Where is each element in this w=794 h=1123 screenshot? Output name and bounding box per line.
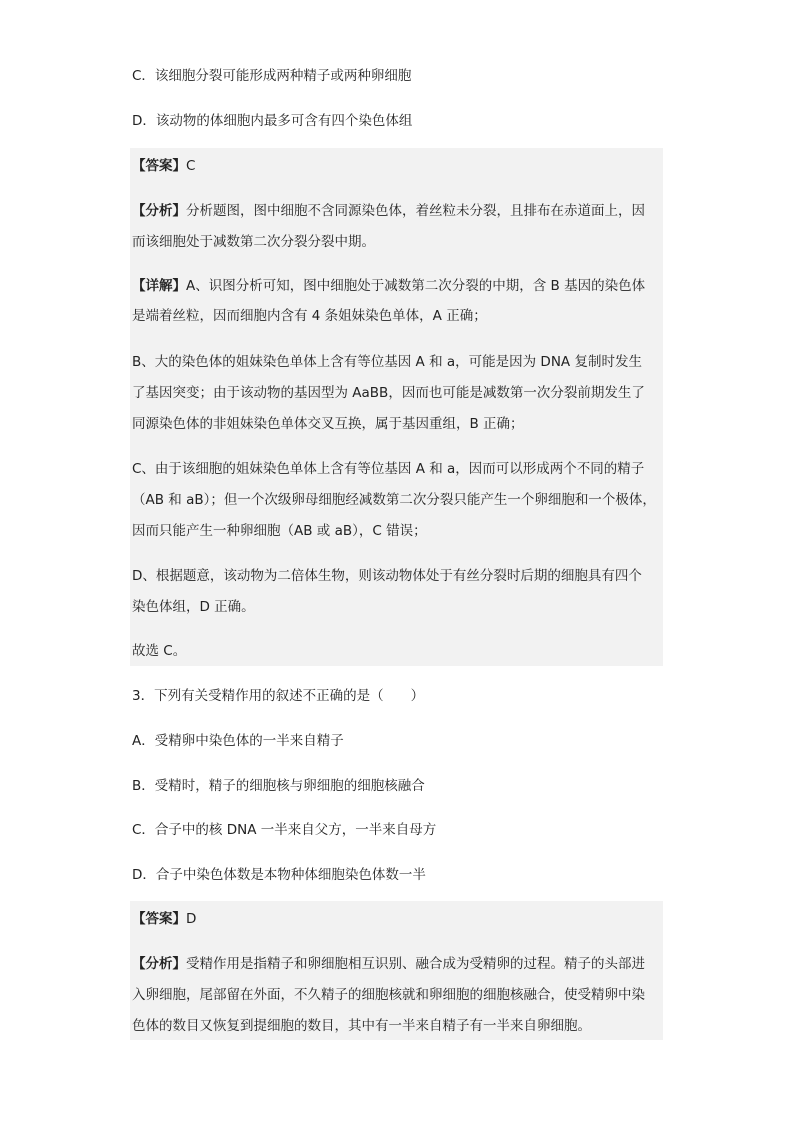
q2-option-d: D．该动物的体细胞内最多可含有四个染色体组 <box>132 113 413 129</box>
q3-option-a: A．受精卵中染色体的一半来自精子 <box>132 733 344 749</box>
answer-value: D <box>186 911 197 927</box>
q2-analysis-line-2: 而该细胞处于减数第二次分裂分裂中期。 <box>132 234 375 250</box>
q2-detail-d-line-2: 染色体组，D 正确。 <box>132 599 255 615</box>
q2-detail-a-line-1: 【详解】A、识图分析可知，图中细胞处于减数第二次分裂的中期，含 B 基因的染色体 <box>132 278 646 294</box>
q3-answer <box>132 910 196 928</box>
q3-stem: 3．下列有关受精作用的叙述不正确的是（ ） <box>132 688 425 704</box>
q3-option-b: B．受精时，精子的细胞核与卵细胞的细胞核融合 <box>132 778 425 794</box>
answer-tag: 【答案】 <box>132 158 186 174</box>
answer-tag: 【答案】 <box>132 911 186 927</box>
analysis-tag: 【分析】 <box>132 956 186 972</box>
q2-detail-b-line-3: 同源染色体的非姐妹染色单体交叉互换，属于基因重组，B 正确； <box>132 416 524 432</box>
q2-solution-block <box>130 148 663 666</box>
q2-detail-b-line-2: 了基因突变；由于该动物的基因型为 AaBB，因而也可能是减数第一次分裂前期发生了 <box>132 385 645 401</box>
q3-analysis-line-2: 入卵细胞，尾部留在外面，不久精子的细胞核就和卵细胞的细胞核融合，使受精卵中染 <box>132 987 645 1003</box>
q2-answer <box>132 157 195 175</box>
q2-detail-d-line-1: D、根据题意，该动物为二倍体生物，则该动物体处于有丝分裂时后期的细胞具有四个 <box>132 568 642 584</box>
q3-analysis-line-3: 色体的数目又恢复到提细胞的数目，其中有一半来自精子有一半来自卵细胞。 <box>132 1018 591 1034</box>
q2-conclusion: 故选 C。 <box>132 643 187 659</box>
q3-analysis-line-1: 【分析】受精作用是指精子和卵细胞相互识别、融合成为受精卵的过程。精子的头部进 <box>132 956 645 972</box>
q3-option-d: D．合子中染色体数是本物种体细胞染色体数一半 <box>132 867 426 883</box>
q2-detail-c-line-2: （AB 和 aB）；但一个次级卵母细胞经减数第二次分裂只能产生一个卵细胞和一个极体， <box>132 492 656 508</box>
q2-option-c: C．该细胞分裂可能形成两种精子或两种卵细胞 <box>132 68 412 84</box>
q2-analysis-line-1: 【分析】分析题图，图中细胞不含同源染色体，着丝粒未分裂，且排布在赤道面上，因 <box>132 203 645 219</box>
detail-tag: 【详解】 <box>132 278 186 294</box>
q2-detail-a-line-2: 是端着丝粒，因而细胞内含有 4 条姐妹染色单体，A 正确； <box>132 308 487 324</box>
q2-detail-c-line-1: C、由于该细胞的姐妹染色单体上含有等位基因 A 和 a，因而可以形成两个不同的精子 <box>132 461 645 477</box>
answer-value: C <box>186 158 196 174</box>
q2-detail-b-line-1: B、大的染色体的姐妹染色单体上含有等位基因 A 和 a，可能是因为 DNA 复制时发生 <box>132 354 642 370</box>
q2-detail-c-line-3: 因而只能产生一种卵细胞（AB 或 aB），C 错误； <box>132 523 427 539</box>
analysis-tag: 【分析】 <box>132 203 186 219</box>
q3-option-c: C．合子中的核 DNA 一半来自父方，一半来自母方 <box>132 822 437 838</box>
